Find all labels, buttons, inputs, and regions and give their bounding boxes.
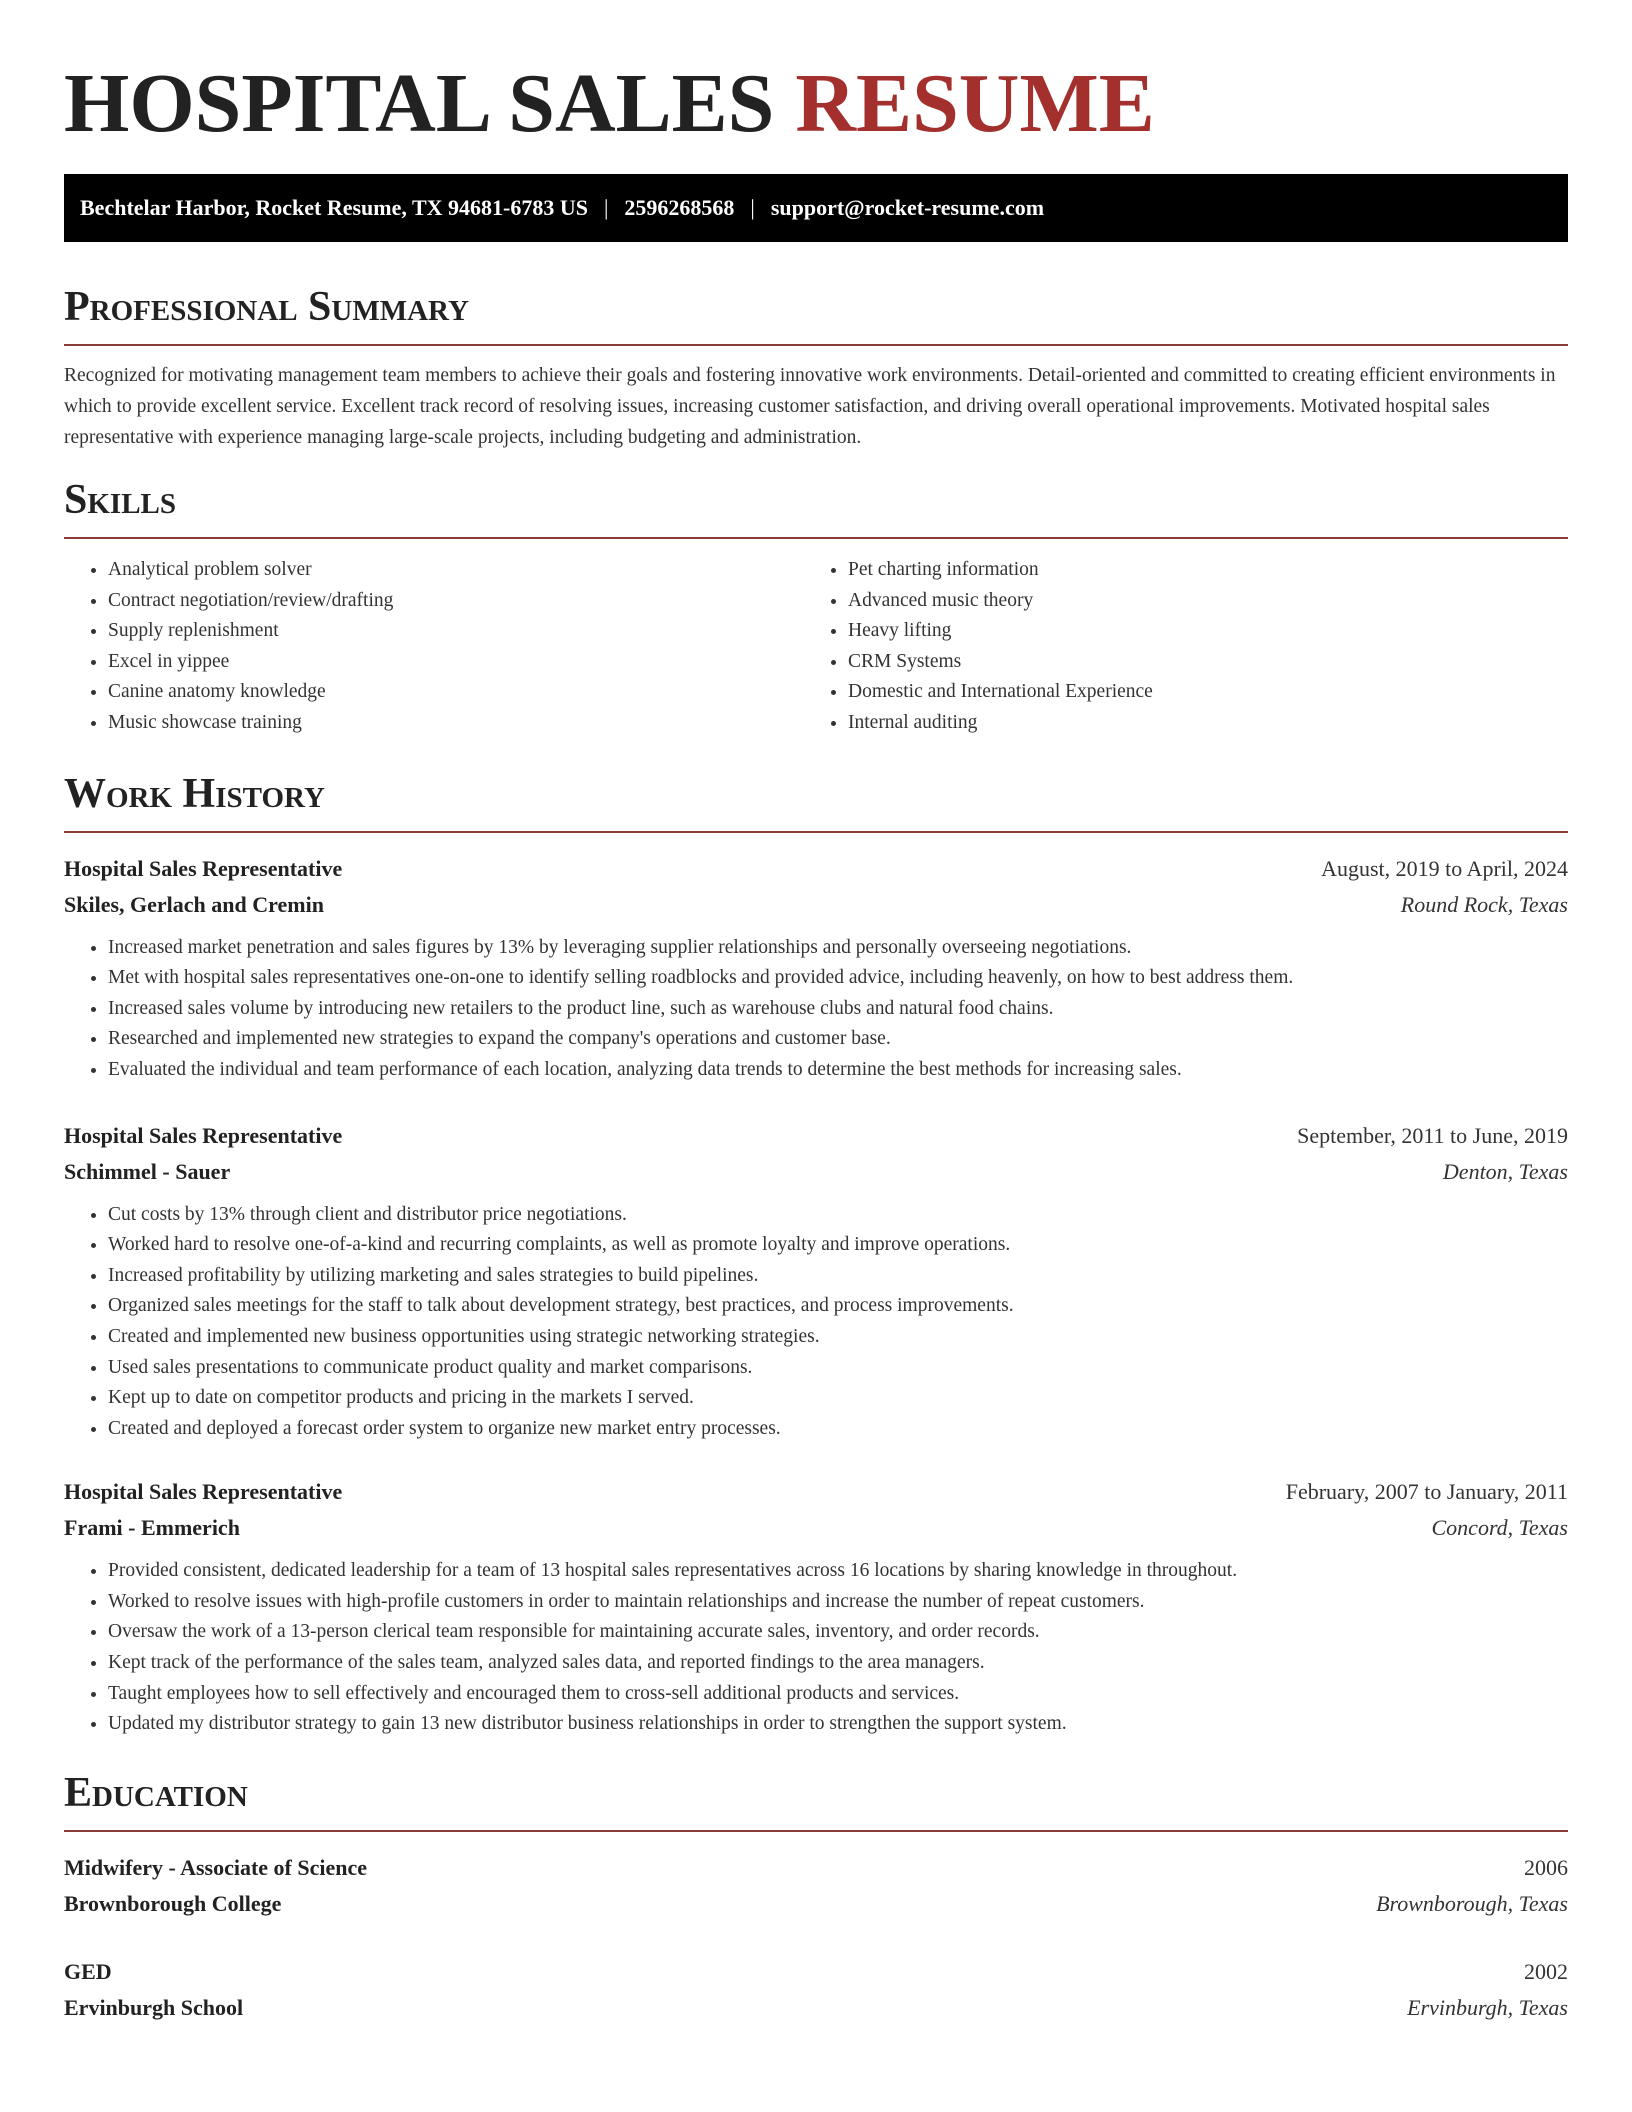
job-company-row bbox=[64, 1154, 1568, 1190]
skill-item: • Canine anatomy knowledge bbox=[108, 677, 804, 708]
skill-item: • Domestic and International Experience bbox=[848, 677, 1544, 708]
job-title: Hospital Sales Representative bbox=[64, 1122, 343, 1148]
job-dates: August, 2019 to April, 2024 bbox=[1321, 855, 1568, 881]
education-location: Brownborough, Texas bbox=[1376, 1890, 1568, 1916]
job-bullets bbox=[64, 933, 1568, 1086]
job-bullet: • Used sales presentations to communicate product quality and market comparisons. bbox=[108, 1353, 1568, 1384]
education-degree: GED bbox=[64, 1958, 112, 1984]
education-school: Ervinburgh School bbox=[64, 1994, 244, 2020]
job-bullet: • Worked to resolve issues with high-profile customers in order to maintain relationships and increase the number of repeat customers. bbox=[108, 1587, 1568, 1618]
job-bullets bbox=[64, 1200, 1568, 1445]
skill-item: • Advanced music theory bbox=[848, 586, 1544, 617]
skills-section bbox=[64, 475, 1568, 739]
job-company-row bbox=[64, 887, 1568, 923]
skill-item: • Internal auditing bbox=[848, 708, 1544, 739]
job-bullet: • Oversaw the work of a 13-person clerical team responsible for maintaining accurate sales, inventory, and order records. bbox=[108, 1617, 1568, 1648]
job-company: Frami - Emmerich bbox=[64, 1515, 240, 1541]
education-year: 2002 bbox=[1524, 1958, 1568, 1984]
work-history-section bbox=[64, 769, 1568, 1740]
job-location: Denton, Texas bbox=[1442, 1158, 1568, 1184]
education-location: Ervinburgh, Texas bbox=[1407, 1994, 1568, 2020]
education-section bbox=[64, 1768, 1568, 2026]
title-main: HOSPITAL SALES bbox=[64, 57, 775, 150]
education-school: Brownborough College bbox=[64, 1890, 282, 1916]
skill-item: • Supply replenishment bbox=[108, 616, 804, 647]
job-title: Hospital Sales Representative bbox=[64, 1479, 343, 1505]
skill-item: • Contract negotiation/review/drafting bbox=[108, 586, 804, 617]
job-entry bbox=[64, 1118, 1568, 1445]
job-header-row bbox=[64, 851, 1568, 887]
education-degree-row bbox=[64, 1954, 1568, 1990]
contact-separator: | bbox=[750, 195, 755, 220]
job-header-row bbox=[64, 1118, 1568, 1154]
education-entry bbox=[64, 1850, 1568, 1922]
job-company: Skiles, Gerlach and Cremin bbox=[64, 891, 324, 917]
skill-item: • Heavy lifting bbox=[848, 616, 1544, 647]
section-heading-work-history: Work History bbox=[64, 770, 325, 817]
job-entry bbox=[64, 1474, 1568, 1740]
job-location: Concord, Texas bbox=[1431, 1515, 1568, 1541]
skill-item: • Music showcase training bbox=[108, 708, 804, 739]
education-degree-row bbox=[64, 1850, 1568, 1886]
section-heading-education: Education bbox=[64, 1769, 248, 1816]
job-bullet: • Increased market penetration and sales figures by 13% by leveraging supplier relationships and personally overseeing negotiations. bbox=[108, 933, 1568, 964]
skills-list-left bbox=[64, 555, 804, 739]
resume-title bbox=[64, 54, 1568, 154]
job-dates: September, 2011 to June, 2019 bbox=[1297, 1122, 1568, 1148]
job-dates: February, 2007 to January, 2011 bbox=[1285, 1479, 1568, 1505]
job-bullet: • Kept track of the performance of the sales team, analyzed sales data, and reported findings to the area managers. bbox=[108, 1648, 1568, 1679]
contact-address: Bechtelar Harbor, Rocket Resume, TX 94681-6783 US bbox=[80, 195, 588, 220]
job-bullets bbox=[64, 1556, 1568, 1740]
summary-section bbox=[64, 282, 1568, 453]
skill-item: • Pet charting information bbox=[848, 555, 1544, 586]
job-company-row bbox=[64, 1510, 1568, 1546]
job-bullet: • Taught employees how to sell effectively and encouraged them to cross-sell additional products and services. bbox=[108, 1679, 1568, 1710]
section-heading-summary: Professional Summary bbox=[64, 284, 469, 330]
job-bullet: • Created and deployed a forecast order system to organize new market entry processes. bbox=[108, 1414, 1568, 1445]
contact-phone: 2596268568 bbox=[624, 195, 735, 220]
job-title: Hospital Sales Representative bbox=[64, 855, 343, 881]
section-heading-skills: Skills bbox=[64, 477, 177, 523]
job-entry bbox=[64, 851, 1568, 1086]
contact-email: support@rocket-resume.com bbox=[770, 195, 1045, 220]
education-school-row bbox=[64, 1990, 1568, 2026]
job-location: Round Rock, Texas bbox=[1400, 891, 1568, 917]
education-year: 2006 bbox=[1524, 1854, 1568, 1880]
job-bullet: • Met with hospital sales representatives one-on-one to identify selling roadblocks and provided advice, including heavenly, on how to best address them. bbox=[108, 963, 1568, 994]
skill-item: • Analytical problem solver bbox=[108, 555, 804, 586]
job-bullet: • Kept up to date on competitor products and pricing in the markets I served. bbox=[108, 1383, 1568, 1414]
section-divider bbox=[64, 344, 1568, 346]
job-bullet: • Evaluated the individual and team performance of each location, analyzing data trends to determine the best methods for increasing sales. bbox=[108, 1055, 1568, 1086]
section-divider bbox=[64, 1830, 1568, 1832]
job-bullet: • Researched and implemented new strategies to expand the company's operations and customer base. bbox=[108, 1024, 1568, 1055]
job-bullet: • Updated my distributor strategy to gain 13 new distributor business relationships in order to strengthen the support system. bbox=[108, 1709, 1568, 1740]
job-bullet: • Organized sales meetings for the staff to talk about development strategy, best practices, and process improvements. bbox=[108, 1291, 1568, 1322]
job-bullet: • Increased profitability by utilizing marketing and sales strategies to build pipelines. bbox=[108, 1261, 1568, 1292]
contact-separator: | bbox=[604, 195, 609, 220]
title-accent: RESUME bbox=[795, 57, 1155, 150]
section-divider bbox=[64, 537, 1568, 539]
summary-text: Recognized for motivating management team members to achieve their goals and fostering innovative work environments. Detail-oriented and committed to creating efficient environments in which to provide excellent service. Excellent track record of resolving issues, increasing customer satisfaction, and driving overall operational improvements. Motivated hospital sales representative with experience managing large-scale projects, including budgeting and administration. bbox=[64, 365, 1556, 448]
job-bullet: • Provided consistent, dedicated leadership for a team of 13 hospital sales representatives across 16 locations by sharing knowledge in throughout. bbox=[108, 1556, 1568, 1587]
skills-columns bbox=[64, 555, 1568, 739]
job-bullet: • Increased sales volume by introducing new retailers to the product line, such as warehouse clubs and natural food chains. bbox=[108, 994, 1568, 1025]
job-bullet: • Worked hard to resolve one-of-a-kind and recurring complaints, as well as promote loyalty and improve operations. bbox=[108, 1230, 1568, 1261]
education-school-row bbox=[64, 1886, 1568, 1922]
job-company: Schimmel - Sauer bbox=[64, 1158, 231, 1184]
skills-list-right bbox=[804, 555, 1544, 739]
job-bullet: • Cut costs by 13% through client and distributor price negotiations. bbox=[108, 1200, 1568, 1231]
job-bullet: • Created and implemented new business opportunities using strategic networking strategies. bbox=[108, 1322, 1568, 1353]
contact-bar bbox=[64, 174, 1568, 242]
job-header-row bbox=[64, 1474, 1568, 1510]
education-degree: Midwifery - Associate of Science bbox=[64, 1854, 368, 1880]
skill-item: • CRM Systems bbox=[848, 647, 1544, 678]
skill-item: • Excel in yippee bbox=[108, 647, 804, 678]
education-entry bbox=[64, 1954, 1568, 2026]
section-divider bbox=[64, 831, 1568, 833]
